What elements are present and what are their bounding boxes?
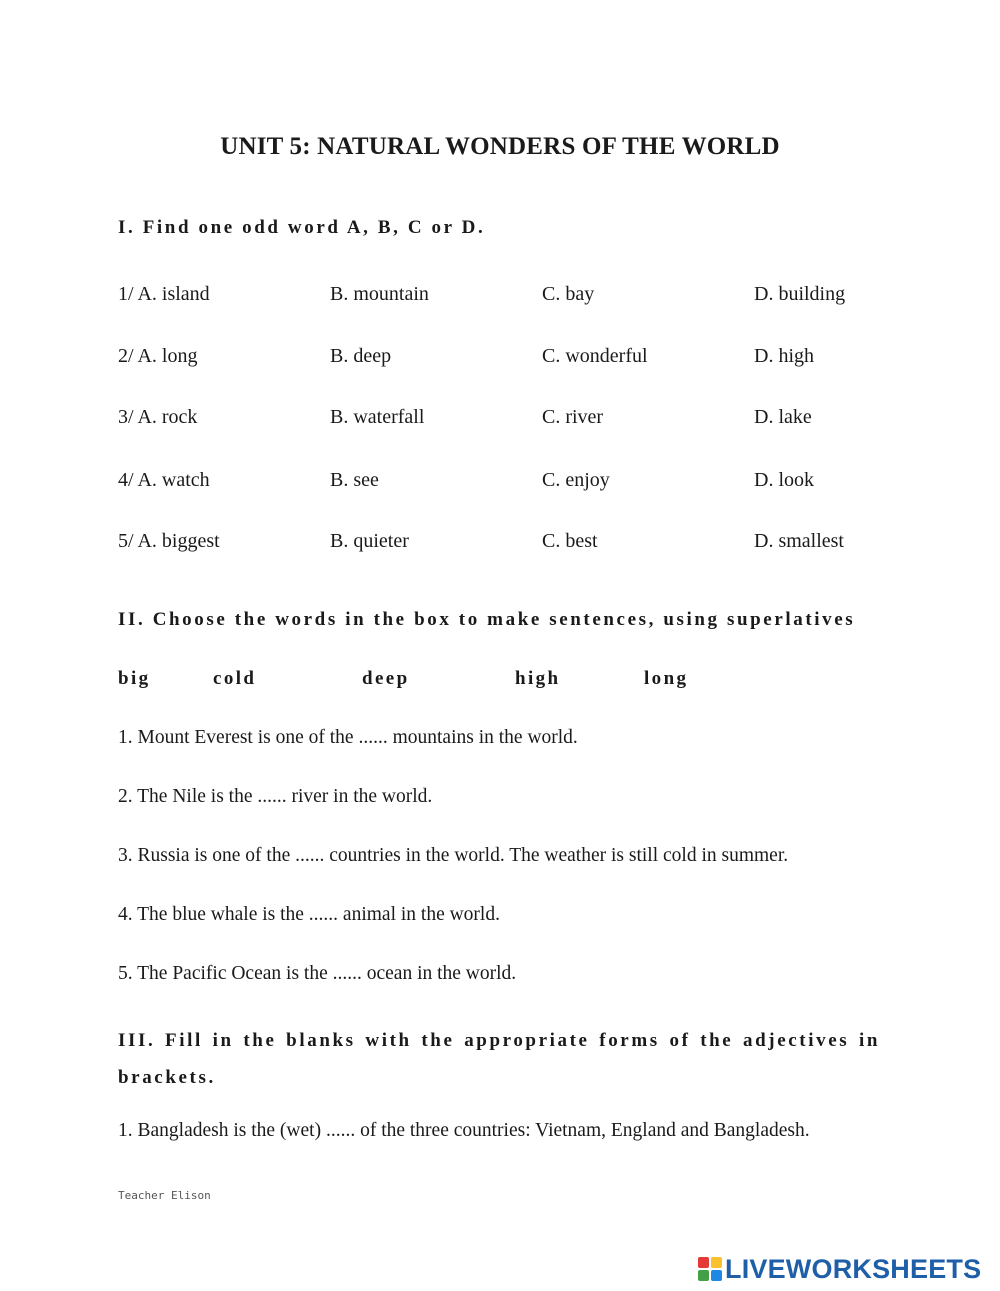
exercise-sentence: 4. The blue whale is the ...... animal in the world.: [118, 904, 500, 925]
option-b[interactable]: B. quieter: [330, 530, 409, 552]
word-box-item: long: [644, 668, 689, 689]
exercise-sentence: 1. Mount Everest is one of the ...... mountains in the world.: [118, 727, 578, 748]
option-c[interactable]: C. enjoy: [542, 469, 610, 491]
option-d[interactable]: D. look: [754, 469, 814, 491]
question-row: [118, 283, 898, 309]
word-box-item: big: [118, 668, 151, 689]
option-a[interactable]: 2/ A. long: [118, 345, 198, 367]
section-3-heading: III. Fill in the blanks with the appropriate forms of the adjectives in brackets.: [118, 1030, 880, 1088]
option-d[interactable]: D. lake: [754, 406, 812, 428]
option-b[interactable]: B. waterfall: [330, 406, 425, 428]
logo-text: LIVEWORKSHEETS: [725, 1253, 982, 1284]
exercise-sentence: 5. The Pacific Ocean is the ...... ocean in the world.: [118, 963, 517, 984]
exercise-sentence: 2. The Nile is the ...... river in the world.: [118, 786, 433, 807]
word-box-item: high: [515, 668, 561, 689]
logo-blocks-icon: [698, 1257, 722, 1281]
option-b[interactable]: B. deep: [330, 345, 392, 367]
word-box-item: cold: [213, 668, 257, 689]
logo-block: [698, 1270, 709, 1281]
option-a[interactable]: 1/ A. island: [118, 283, 210, 305]
question-row: [118, 469, 898, 495]
option-a[interactable]: 4/ A. watch: [118, 469, 210, 491]
footer-author: Teacher Elison: [118, 1189, 211, 1202]
exercise-sentence: 3. Russia is one of the ...... countries in the world. The weather is still cold in summer.: [118, 845, 789, 866]
section-2-heading: II. Choose the words in the box to make sentences, using superlatives: [118, 609, 856, 630]
word-box-item: deep: [362, 668, 410, 689]
section-1-heading: I. Find one odd word A, B, C or D.: [118, 217, 486, 238]
option-c[interactable]: C. river: [542, 406, 604, 428]
question-row: [118, 530, 898, 556]
liveworksheets-logo[interactable]: [698, 1254, 981, 1284]
exercise-sentence: 1. Bangladesh is the (wet) ...... of the three countries: Vietnam, England and Bangladesh.: [118, 1120, 810, 1141]
logo-block: [711, 1257, 722, 1268]
option-d[interactable]: D. high: [754, 345, 814, 367]
option-c[interactable]: C. best: [542, 530, 598, 552]
option-a[interactable]: 5/ A. biggest: [118, 530, 220, 552]
logo-block: [711, 1270, 722, 1281]
option-b[interactable]: B. see: [330, 469, 379, 491]
page-title: UNIT 5: NATURAL WONDERS OF THE WORLD: [220, 133, 780, 160]
option-a[interactable]: 3/ A. rock: [118, 406, 198, 428]
question-row: [118, 406, 898, 432]
logo-block: [698, 1257, 709, 1268]
question-row: [118, 345, 898, 371]
option-c[interactable]: C. wonderful: [542, 345, 648, 367]
option-d[interactable]: D. building: [754, 283, 846, 305]
option-b[interactable]: B. mountain: [330, 283, 429, 305]
option-c[interactable]: C. bay: [542, 283, 595, 305]
option-d[interactable]: D. smallest: [754, 530, 844, 552]
